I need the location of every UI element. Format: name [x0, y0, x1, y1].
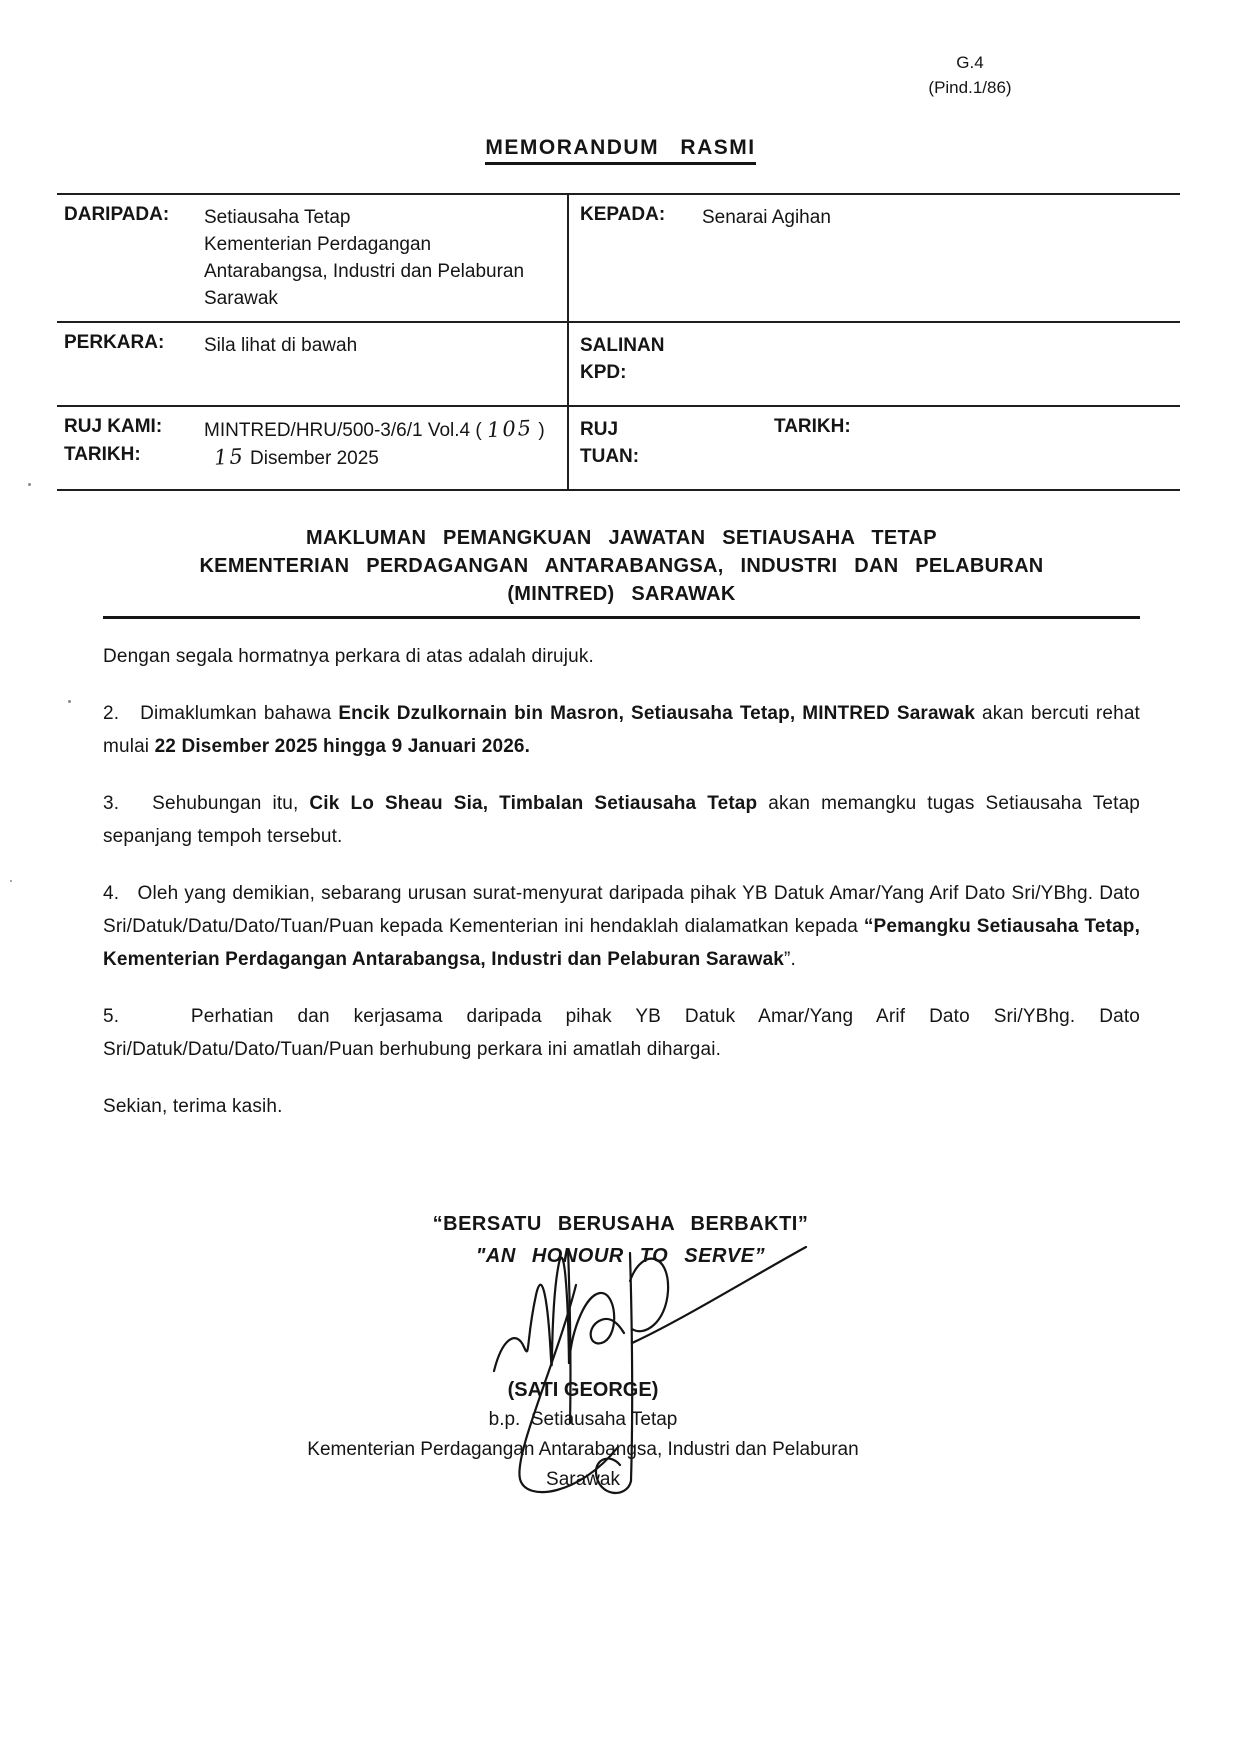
paragraph-3-text: akan memangku tugas Setiausaha Tetap sepanjang tempoh tersebut. — [103, 793, 1141, 847]
table-row-ruj-tarikh — [57, 407, 1180, 491]
ruj-tuan-label-line1: RUJ — [580, 419, 619, 440]
tarikh-tuan-label: TARIKH: — [774, 416, 851, 437]
salinan-label-line1: SALINAN — [580, 335, 665, 356]
paragraph-2-bold-dates: 22 Disember 2025 hingga 9 Januari 2026. — [154, 736, 531, 757]
tarikh-kami-label: TARIKH: — [64, 444, 141, 465]
salinan-label-line2: KPD: — [580, 362, 627, 383]
ruj-kami-value — [204, 416, 545, 444]
perkara-label: PERKARA: — [64, 332, 165, 353]
form-code: G.4 — [956, 53, 984, 72]
motto-english: "AN HONOUR TO SERVE” — [475, 1245, 766, 1267]
closing-line: Sekian, terima kasih. — [103, 1096, 283, 1117]
paragraph-2 — [103, 697, 1140, 763]
motto-malay: “BERSATU BERUSAHA BERBAKTI” — [432, 1213, 809, 1235]
cell-ruj-tuan-tarikh — [567, 407, 1180, 489]
subject-line: MAKLUMAN PEMANGKUAN JAWATAN SETIAUSAHA TETAP — [306, 527, 937, 549]
paragraph-4-text: ”. — [784, 949, 796, 970]
daripada-label: DARIPADA: — [64, 204, 170, 225]
paragraph-intro: Dengan segala hormatnya perkara di atas adalah dirujuk. — [103, 646, 594, 667]
scan-artifact-dot — [10, 880, 12, 882]
paragraph-3-text: 3. Sehubungan itu, — [103, 793, 310, 814]
scan-artifact-dot — [28, 483, 31, 486]
paragraph-2-text: 2. Dimaklumkan bahawa — [103, 703, 339, 724]
tarikh-month-year: Disember 2025 — [244, 448, 379, 469]
paragraph-3 — [103, 787, 1140, 853]
daripada-value — [204, 204, 524, 312]
form-revision: (Pind.1/86) — [928, 78, 1012, 97]
signatory-org-line1: Kementerian Perdagangan Antarabangsa, Industri dan Pelaburan — [307, 1439, 859, 1460]
ruj-kami-label: RUJ KAMI: — [64, 416, 163, 437]
ruj-tuan-label-line2: TUAN: — [580, 446, 640, 467]
subject-line: KEMENTERIAN PERDAGANGAN ANTARABANGSA, INDUSTRI DAN PELABURAN — [199, 555, 1044, 577]
form-code-block — [880, 50, 1060, 100]
table-row-perkara-salinan — [57, 323, 1180, 407]
cell-kepada — [567, 195, 1180, 321]
tarikh-handwritten-day: 15 — [213, 444, 246, 470]
daripada-line: Sarawak — [204, 288, 278, 309]
ruj-kami-handwritten-number: 105 — [486, 415, 534, 443]
subject-heading — [103, 524, 1140, 619]
paragraph-4-text: 4. Oleh yang demikian, sebarang urusan surat-menyurat daripada pihak YB Datuk Amar/Yang Arif Dato Sri/YBhg. Dato Sri/Datuk/Datu/Dato/Tuan/Puan kepada Kementerian ini hendaklah dialamatkan kepada — [103, 883, 1140, 937]
daripada-line: Antarabangsa, Industri dan Pelaburan — [204, 261, 525, 282]
signatory-name: (SATI GEORGE) — [507, 1379, 659, 1401]
memo-body — [103, 640, 1140, 1123]
daripada-line: Setiausaha Tetap — [204, 207, 351, 228]
paragraph-2-bold-name: Encik Dzulkornain bin Masron, Setiausaha Tetap, MINTRED Sarawak — [338, 703, 976, 724]
memo-header-table — [57, 193, 1180, 491]
kepada-value: Senarai Agihan — [702, 207, 831, 228]
document-title: MEMORANDUM RASMI — [485, 136, 755, 165]
subject-line: (MINTRED) SARAWAK — [507, 583, 736, 605]
paragraph-4-bold-address: “Pemangku Setiausaha Tetap, Kementerian Perdagangan Antarabangsa, Industri dan Pelaburan Sarawak — [103, 916, 1140, 970]
signoff-block — [0, 1375, 1166, 1495]
title-row — [0, 136, 1241, 165]
scan-artifact-dot — [68, 700, 71, 703]
paragraph-2-text: akan bercuti rehat mulai — [103, 703, 1140, 757]
kepada-label: KEPADA: — [580, 204, 666, 225]
tarikh-kami-value — [204, 444, 379, 472]
signatory-bp-line: b.p. Setiausaha Tetap — [488, 1409, 678, 1430]
signatory-org-line2: Sarawak — [546, 1469, 620, 1490]
daripada-line: Kementerian Perdagangan — [204, 234, 432, 255]
perkara-value: Sila lihat di bawah — [204, 335, 358, 356]
cell-daripada — [57, 195, 567, 321]
cell-salinan-kpd — [567, 323, 1180, 405]
cell-perkara — [57, 323, 567, 405]
cell-ruj-kami-tarikh — [57, 407, 567, 489]
paragraph-4 — [103, 877, 1140, 976]
ruj-kami-ref-close: ) — [533, 420, 545, 441]
paragraph-3-bold-name: Cik Lo Sheau Sia, Timbalan Setiausaha Tetap — [309, 793, 758, 814]
ruj-kami-ref: MINTRED/HRU/500-3/6/1 Vol.4 ( — [204, 420, 487, 441]
table-row-daripada-kepada — [57, 195, 1180, 323]
paragraph-5: 5. Perhatian dan kerjasama daripada pihak YB Datuk Amar/Yang Arif Dato Sri/YBhg. Dato Sri/Datuk/Datu/Dato/Tuan/Puan berhubung perkara ini amatlah dihargai. — [103, 1006, 1140, 1060]
